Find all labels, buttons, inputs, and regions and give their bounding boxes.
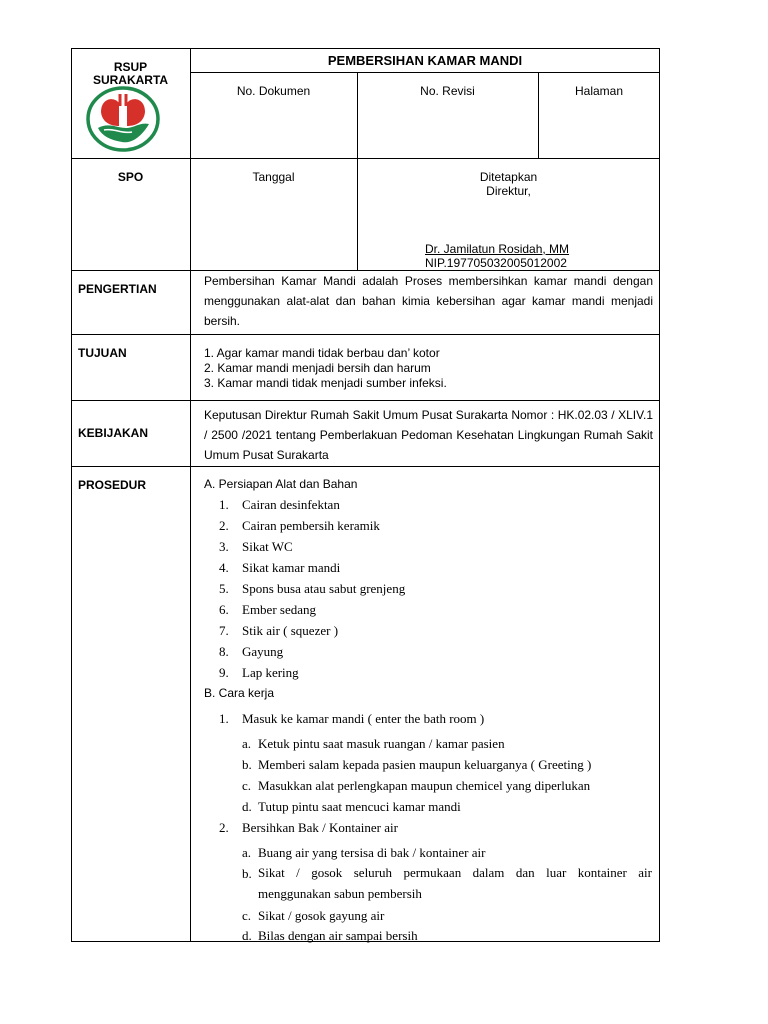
row-divider [190, 72, 660, 73]
substep-letter: b. [242, 757, 252, 772]
hospital-name-line1: RSUP [113, 60, 148, 74]
document-title: PEMBERSIHAN KAMAR MANDI [327, 53, 523, 68]
tanggal-label: Tanggal [252, 170, 295, 184]
substep-letter: d. [242, 928, 252, 943]
kebijakan-label: KEBIJAKAN [78, 426, 149, 440]
substep-text: Memberi salam kepada pasien maupun keluarganya ( Greeting ) [258, 757, 592, 772]
tool-item: Sikat WC [242, 539, 293, 554]
substep-text: Sikat / gosok seluruh permukaan dalam dan luar kontainer air menggunakan sabun pembersih [258, 865, 652, 901]
tool-item: Cairan desinfektan [242, 497, 340, 512]
substep-letter: c. [242, 778, 252, 793]
substep-letter: d. [242, 799, 252, 814]
hospital-logo [86, 86, 160, 152]
ditetapkan-label: Ditetapkan [479, 170, 538, 184]
substep-letter: a. [242, 736, 252, 751]
substep-text: Masukkan alat perlengkapan maupun chemicel yang diperlukan [258, 778, 591, 793]
direktur-label: Direktur, [486, 184, 531, 198]
substep-text: Sikat / gosok gayung air [258, 908, 385, 923]
tool-number: 7. [219, 623, 229, 638]
row-divider [71, 334, 660, 335]
row-divider [71, 466, 660, 467]
pengertian-label: PENGERTIAN [78, 282, 157, 296]
tool-item: Lap kering [242, 665, 299, 680]
tool-number: 2. [219, 518, 229, 533]
substep-text: Buang air yang tersisa di bak / kontainer air [258, 845, 486, 860]
halaman-label: Halaman [574, 84, 624, 98]
step-number: 1. [219, 711, 229, 726]
substep-text: Bilas dengan air sampai bersih [258, 928, 418, 943]
substep-text: Tutup pintu saat mencuci kamar mandi [258, 799, 461, 814]
tool-item: Stik air ( squezer ) [242, 623, 339, 638]
tool-number: 3. [219, 539, 229, 554]
no-dokumen-label: No. Dokumen [236, 84, 311, 98]
tujuan-item: 2. Kamar mandi menjadi bersih dan harum [204, 361, 431, 375]
step-number: 2. [219, 820, 229, 835]
tool-number: 6. [219, 602, 229, 617]
row-divider [71, 158, 660, 159]
tool-item: Sikat kamar mandi [242, 560, 341, 575]
tool-item: Spons busa atau sabut grenjeng [242, 581, 406, 596]
row-divider [71, 400, 660, 401]
tool-item: Cairan pembersih keramik [242, 518, 380, 533]
substep-letter: b. [242, 866, 252, 881]
tool-number: 1. [219, 497, 229, 512]
tool-number: 4. [219, 560, 229, 575]
tujuan-item: 3. Kamar mandi tidak menjadi sumber infeksi. [204, 376, 447, 390]
tool-number: 5. [219, 581, 229, 596]
substep-text: Ketuk pintu saat masuk ruangan / kamar pasien [258, 736, 505, 751]
tool-number: 9. [219, 665, 229, 680]
hospital-name-line2: SURAKARTA [92, 73, 169, 87]
tujuan-item: 1. Agar kamar mandi tidak berbau dan’ kotor [204, 346, 440, 360]
tool-item: Ember sedang [242, 602, 317, 617]
substep-letter: a. [242, 845, 252, 860]
substep-letter: c. [242, 908, 252, 923]
prosedur-label: PROSEDUR [78, 478, 147, 492]
director-nip: NIP.197705032005012002 [425, 256, 567, 270]
spo-label: SPO [117, 170, 144, 184]
step-title: Bersihkan Bak / Kontainer air [242, 820, 398, 835]
director-name: Dr. Jamilatun Rosidah, MM [425, 242, 570, 256]
tujuan-label: TUJUAN [78, 346, 127, 360]
section-a-heading: A. Persiapan Alat dan Bahan [204, 477, 358, 491]
pengertian-text: Pembersihan Kamar Mandi adalah Proses membersihkan kamar mandi dengan menggunakan alat-alat dan bahan kimia kebersihan agar kamar mandi menjadi bersih. [204, 274, 653, 328]
section-b-heading: B. Cara kerja [204, 686, 275, 700]
step-title: Masuk ke kamar mandi ( enter the bath room ) [242, 711, 485, 726]
tool-number: 8. [219, 644, 229, 659]
kebijakan-text: Keputusan Direktur Rumah Sakit Umum Pusat Surakarta Nomor : HK.02.03 / XLIV.1 / 2500 /2021 tentang Pemberlakuan Pedoman Kesehatan Lingkungan Rumah Sakit Umum Pusat Surakarta [204, 408, 653, 462]
no-revisi-label: No. Revisi [420, 84, 475, 98]
tool-item: Gayung [242, 644, 284, 659]
